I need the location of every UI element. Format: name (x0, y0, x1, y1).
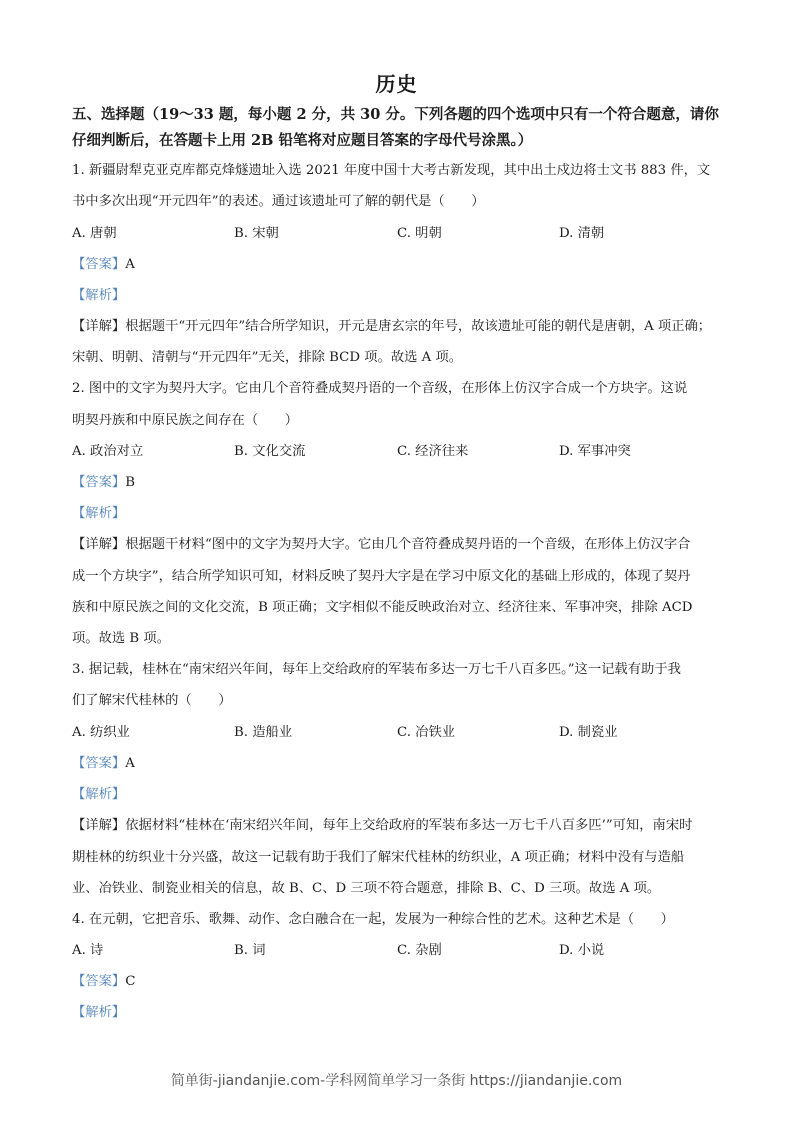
q2-detail-4: 项。故选 B 项。 (72, 631, 171, 646)
answer-value: B (125, 475, 135, 490)
q1-analysis-label: 【解析】 (72, 288, 126, 303)
q2-answer (72, 471, 732, 490)
q3-option-d: D. 制瓷业 (559, 725, 618, 740)
question-3-line-1: 3. 据记载，桂林在“南宋绍兴年间，每年上交给政府的军装布多达一万七千八百多匹。”这一记载有助于我 (72, 662, 681, 677)
detail-label: 【详解】 (72, 537, 126, 552)
q3-detail-1 (72, 814, 732, 833)
section-header: 五、选择题（19～33 题，每小题 2 分，共 30 分。下列各题的四个选项中只有一个符合题意，请你仔细判断后，在答题卡上用 2B 铅笔将对应题目答案的字母代号涂黑。） (72, 106, 719, 149)
q2-detail-3: 族和中原民族之间的文化交流，B 项正确；文字相似不能反映政治对立、经济往来、军事冲突，排除 ACD (72, 600, 693, 615)
q3-option-a: A. 纺织业 (72, 725, 130, 740)
q2-option-b: B. 文化交流 (234, 444, 306, 459)
answer-label: 【答案】 (72, 475, 126, 490)
q1-option-d: D. 清朝 (559, 226, 605, 241)
question-2-line-1: 2. 图中的文字为契丹大字。它由几个音符叠成契丹语的一个音级，在形体上仿汉字合成一个方块字。这说 (72, 381, 688, 396)
q1-detail-2: 宋朝、明朝、清朝与“开元四年”无关，排除 BCD 项。故选 A 项。 (72, 350, 463, 365)
q2-option-d: D. 军事冲突 (559, 444, 631, 459)
q3-detail-2: 期桂林的纺织业十分兴盛，故这一记载有助于我们了解宋代桂林的纺织业，A 项正确；材料中没有与造船 (72, 850, 685, 865)
answer-label: 【答案】 (72, 257, 126, 272)
q4-option-b: B. 词 (234, 943, 266, 958)
q4-option-d: D. 小说 (559, 943, 605, 958)
q4-analysis-label: 【解析】 (72, 1005, 126, 1020)
question-3-line-2: 们了解宋代桂林的（ ） (72, 693, 232, 708)
detail-text: 根据题干材料“图中的文字为契丹大字。它由几个音符叠成契丹语的一个音级，在形体上仿汉字合 (125, 537, 691, 552)
q2-detail-1 (72, 533, 732, 552)
q3-option-b: B. 造船业 (234, 725, 293, 740)
answer-value: C (125, 974, 136, 989)
q3-detail-3: 业、冶铁业、制瓷业相关的信息，故 B、C、D 三项不符合题意，排除 B、C、D 三项。故选 A 项。 (72, 881, 661, 896)
q2-detail-2: 成一个方块字”，结合所学知识可知，材料反映了契丹大字是在学习中原文化的基础上形成的，体现了契丹 (72, 569, 691, 584)
q4-option-c: C. 杂剧 (397, 943, 442, 958)
q3-analysis-label: 【解析】 (72, 787, 126, 802)
answer-value: A (125, 756, 135, 771)
q1-option-c: C. 明朝 (397, 226, 442, 241)
q2-option-c: C. 经济往来 (397, 444, 469, 459)
detail-label: 【详解】 (72, 818, 126, 833)
q3-option-c: C. 冶铁业 (397, 725, 456, 740)
q1-option-b: B. 宋朝 (234, 226, 279, 241)
answer-value: A (125, 257, 135, 272)
q4-option-a: A. 诗 (72, 943, 104, 958)
q1-detail-1 (72, 315, 732, 334)
answer-label: 【答案】 (72, 756, 126, 771)
detail-text: 依据材料“桂林在‘南宋绍兴年间，每年上交给政府的军装布多达一万七千八百多匹’”可知，南宋时 (125, 818, 693, 833)
question-2-line-2: 明契丹族和中原民族之间存在（ ） (72, 413, 299, 428)
question-4-line-1: 4. 在元朝，它把音乐、歌舞、动作、念白融合在一起，发展为一种综合性的艺术。这种艺术是（ ） (72, 912, 674, 927)
footer-watermark: 简单街-jiandanjie.com-学科网简单学习一条街 https://jiandanjie.com (170, 1073, 623, 1089)
page-title: 历史 (375, 72, 418, 96)
detail-label: 【详解】 (72, 319, 126, 334)
detail-text: 根据题干“开元四年”结合所学知识，开元是唐玄宗的年号，故该遗址可能的朝代是唐朝，A 项正确； (125, 319, 712, 334)
answer-label: 【答案】 (72, 974, 126, 989)
question-1-line-2: 书中多次出现“开元四年”的表述。通过该遗址可了解的朝代是（ ） (72, 194, 485, 209)
q2-analysis-label: 【解析】 (72, 506, 126, 521)
q4-answer (72, 970, 732, 989)
q3-answer (72, 752, 732, 771)
q1-answer (72, 253, 732, 272)
q1-option-a: A. 唐朝 (72, 226, 117, 241)
question-1-line-1: 1. 新疆尉犁克亚克库都克烽燧遗址入选 2021 年度中国十大考古新发现，其中出土戍边将士文书 883 件，文 (72, 163, 711, 178)
q2-option-a: A. 政治对立 (72, 444, 144, 459)
